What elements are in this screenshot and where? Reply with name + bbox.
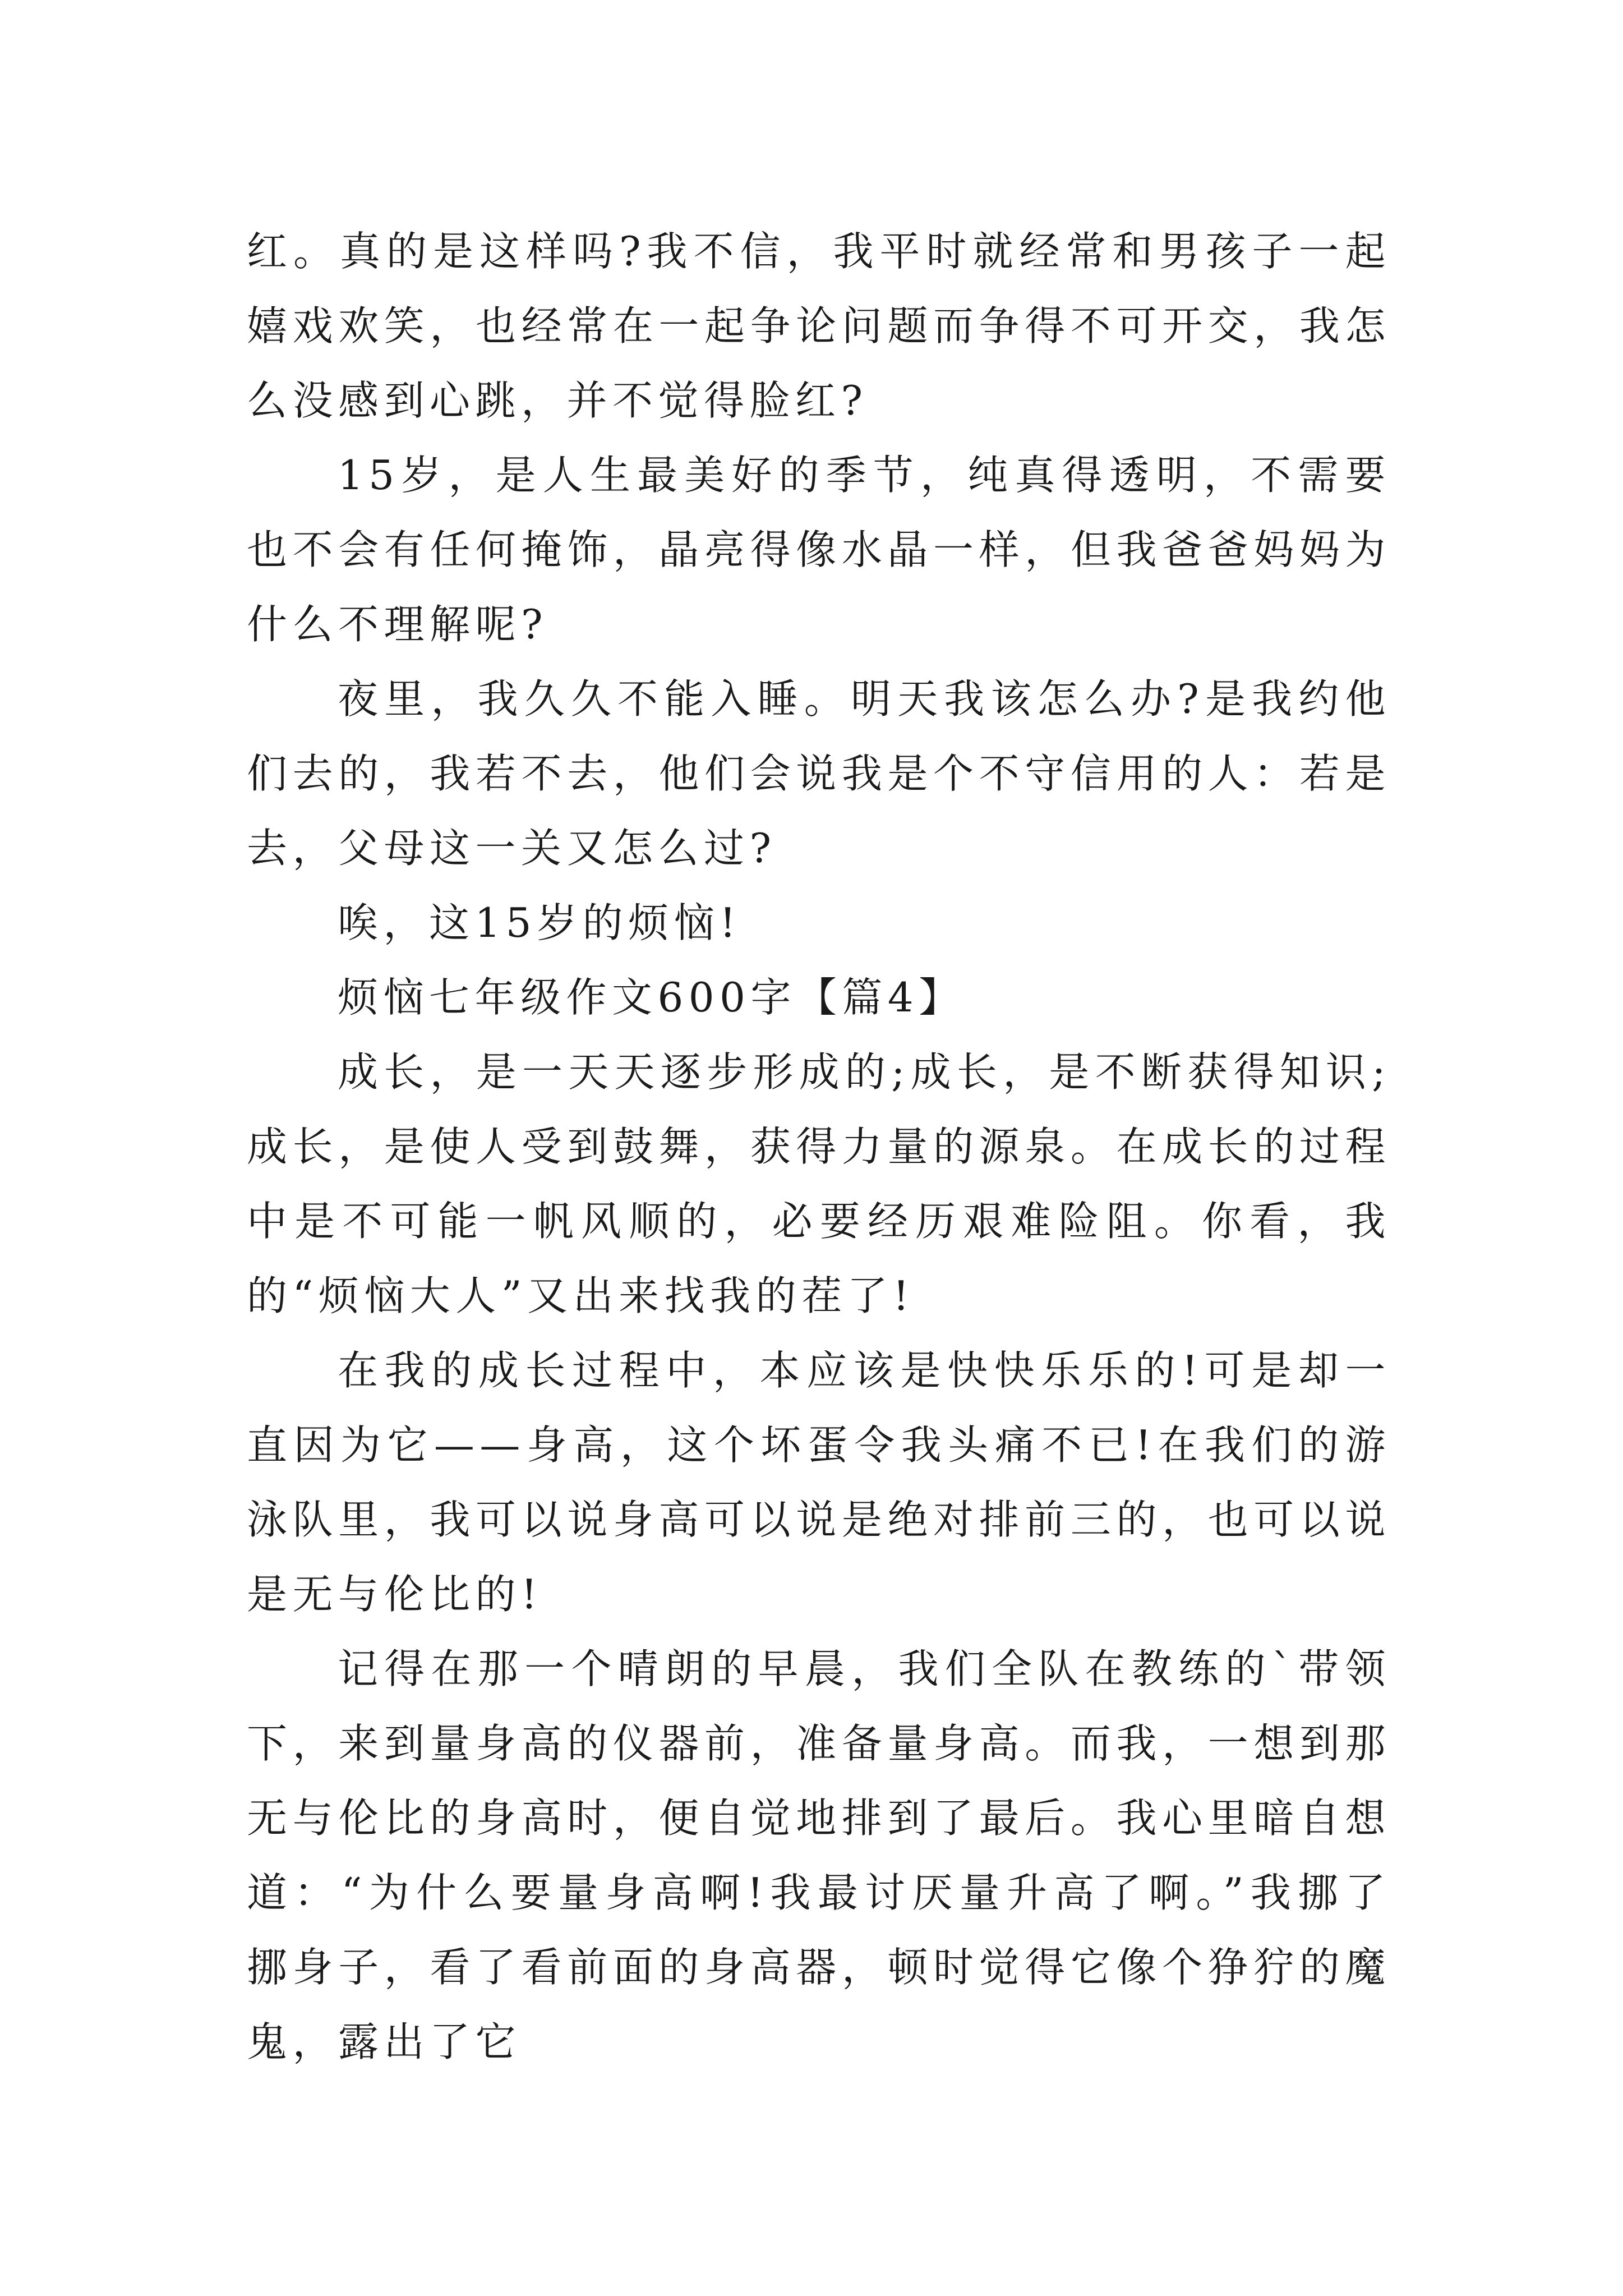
paragraph: 记得在那一个晴朗的早晨，我们全队在教练的`带领下，来到量身高的仪器前，准备量身高。而我，一想到那无与伦比的身高时，便自觉地排到了最后。我心里暗自想道：“为什么要量身高啊!我最讨厌量升高了啊。”我挪了挪身子，看了看前面的身高器，顿时觉得它像个狰狞的魔鬼，露出了它	[247, 1645, 1391, 2065]
paragraph-continuation: 红。真的是这样吗?我不信，我平时就经常和男孩子一起嬉戏欢笑，也经常在一起争论问题而争得不可开交，我怎么没感到心跳，并不觉得脸红?	[247, 228, 1391, 424]
section-heading: 烦恼七年级作文600字【篇4】	[338, 974, 965, 1021]
paragraph: 成长，是一天天逐步形成的;成长，是不断获得知识;成长，是使人受到鼓舞，获得力量的源泉。在成长的过程中是不可能一帆风顺的，必要经历艰难险阻。你看，我的“烦恼大人”又出来找我的茬了!	[247, 1048, 1391, 1319]
document-body	[247, 214, 1391, 2079]
paragraph: 唉，这15岁的烦恼!	[338, 899, 741, 946]
paragraph: 在我的成长过程中，本应该是快快乐乐的!可是却一直因为它——身高，这个坏蛋令我头痛不已!在我们的游泳队里，我可以说身高可以说是绝对排前三的，也可以说是无与伦比的!	[247, 1347, 1391, 1618]
paragraph: 15岁，是人生最美好的季节，纯真得透明，不需要也不会有任何掩饰，晶亮得像水晶一样，但我爸爸妈妈为什么不理解呢?	[247, 452, 1391, 648]
paragraph: 夜里，我久久不能入睡。明天我该怎么办?是我约他们去的，我若不去，他们会说我是个不守信用的人：若是去，父母这一关又怎么过?	[247, 675, 1391, 872]
